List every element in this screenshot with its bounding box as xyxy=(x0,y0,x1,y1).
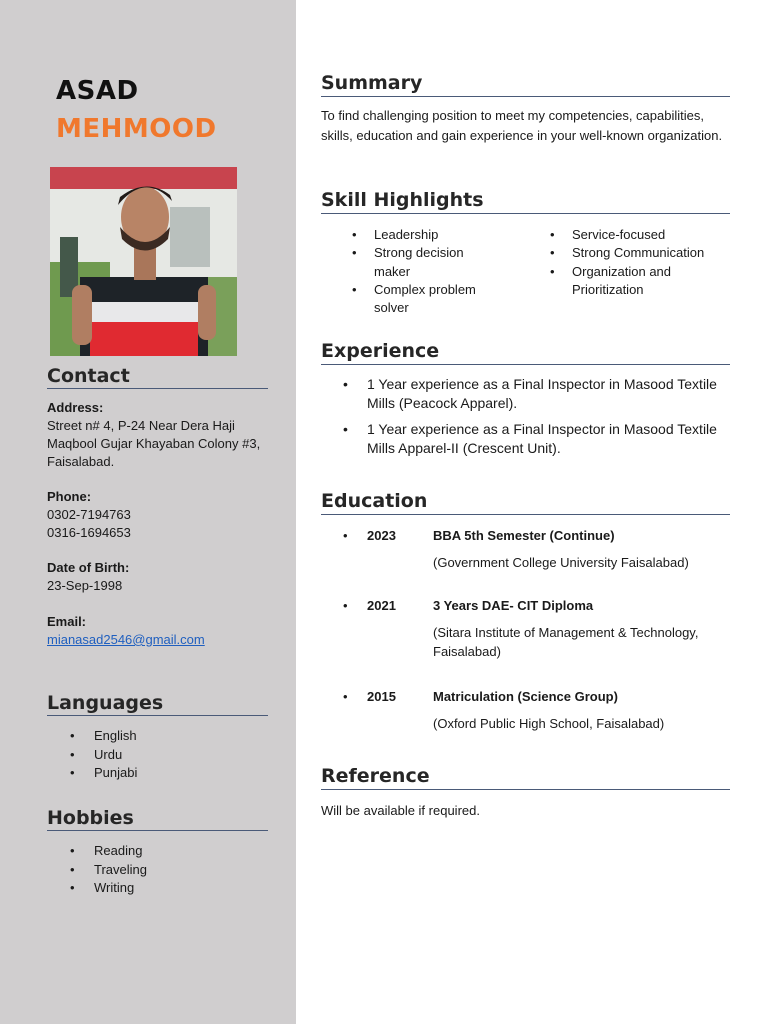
phone-label: Phone: xyxy=(47,489,92,504)
address-value: Street n# 4, P-24 Near Dera Haji Maqbool Gujar Khayaban Colony #3, Faisalabad. xyxy=(47,418,261,469)
education-title: 3 Years DAE- CIT Diploma xyxy=(433,598,594,613)
summary-heading: Summary xyxy=(321,72,730,97)
bullet: • xyxy=(343,528,348,543)
skill-item: • Complex problem solver xyxy=(352,281,492,318)
education-year: 2021 xyxy=(367,598,396,613)
language-item: • Punjabi xyxy=(70,764,137,783)
education-institution: (Oxford Public High School, Faisalabad) xyxy=(433,716,665,731)
hobby-item: • Writing xyxy=(70,879,147,898)
experience-list xyxy=(343,375,735,465)
summary-text: To find challenging position to meet my competencies, capabilities, skills, education and gain experience in your well-known organization. xyxy=(321,108,723,143)
education-year: 2015 xyxy=(367,689,396,704)
education-title: BBA 5th Semester (Continue) xyxy=(433,528,615,543)
skills-column-1 xyxy=(352,226,502,317)
skill-item: • Strong decision maker xyxy=(352,244,484,281)
profile-photo xyxy=(50,167,237,356)
dob-label: Date of Birth: xyxy=(47,560,130,575)
email-link[interactable]: mianasad2546@gmail.com xyxy=(47,632,205,647)
skills-column-2 xyxy=(550,226,730,299)
phone-block xyxy=(47,488,277,542)
first-name: ASAD xyxy=(56,76,139,106)
contact-heading: Contact xyxy=(47,365,268,389)
phone-value-2: 0316-1694653 xyxy=(47,525,131,540)
hobby-item: • Traveling xyxy=(70,861,147,880)
language-item: • Urdu xyxy=(70,746,137,765)
hobby-item: • Reading xyxy=(70,842,147,861)
hobbies-heading: Hobbies xyxy=(47,807,268,831)
education-heading: Education xyxy=(321,490,730,515)
dob-value: 23-Sep-1998 xyxy=(47,578,123,593)
skills-heading: Skill Highlights xyxy=(321,189,730,214)
education-institution: (Sitara Institute of Management & Technology, Faisalabad) xyxy=(433,625,699,659)
education-title: Matriculation (Science Group) xyxy=(433,689,618,704)
experience-heading: Experience xyxy=(321,340,730,365)
languages-list xyxy=(70,727,137,783)
address-label: Address: xyxy=(47,400,104,415)
education-year: 2023 xyxy=(367,528,396,543)
address-block xyxy=(47,399,277,471)
reference-text: Will be available if required. xyxy=(321,803,480,818)
skill-item: • Organization and Prioritization xyxy=(550,263,694,300)
skill-item: • Strong Communication xyxy=(550,244,730,262)
reference-heading: Reference xyxy=(321,765,730,790)
experience-item: • 1 Year experience as a Final Inspector in Masood Textile Mills (Peacock Apparel). xyxy=(343,375,735,413)
language-item: • English xyxy=(70,727,137,746)
experience-item: • 1 Year experience as a Final Inspector in Masood Textile Mills Apparel-II (Crescent Unit). xyxy=(343,420,735,458)
skill-item: • Leadership xyxy=(352,226,502,244)
hobbies-list xyxy=(70,842,147,898)
email-label: Email: xyxy=(47,614,87,629)
bullet: • xyxy=(343,598,348,613)
dob-block xyxy=(47,559,277,595)
email-block xyxy=(47,613,277,649)
bullet: • xyxy=(343,689,348,704)
skill-item: • Service-focused xyxy=(550,226,730,244)
education-institution: (Government College University Faisalabad) xyxy=(433,555,689,570)
languages-heading: Languages xyxy=(47,692,268,716)
phone-value-1: 0302-7194763 xyxy=(47,507,131,522)
last-name: MEHMOOD xyxy=(56,114,217,144)
